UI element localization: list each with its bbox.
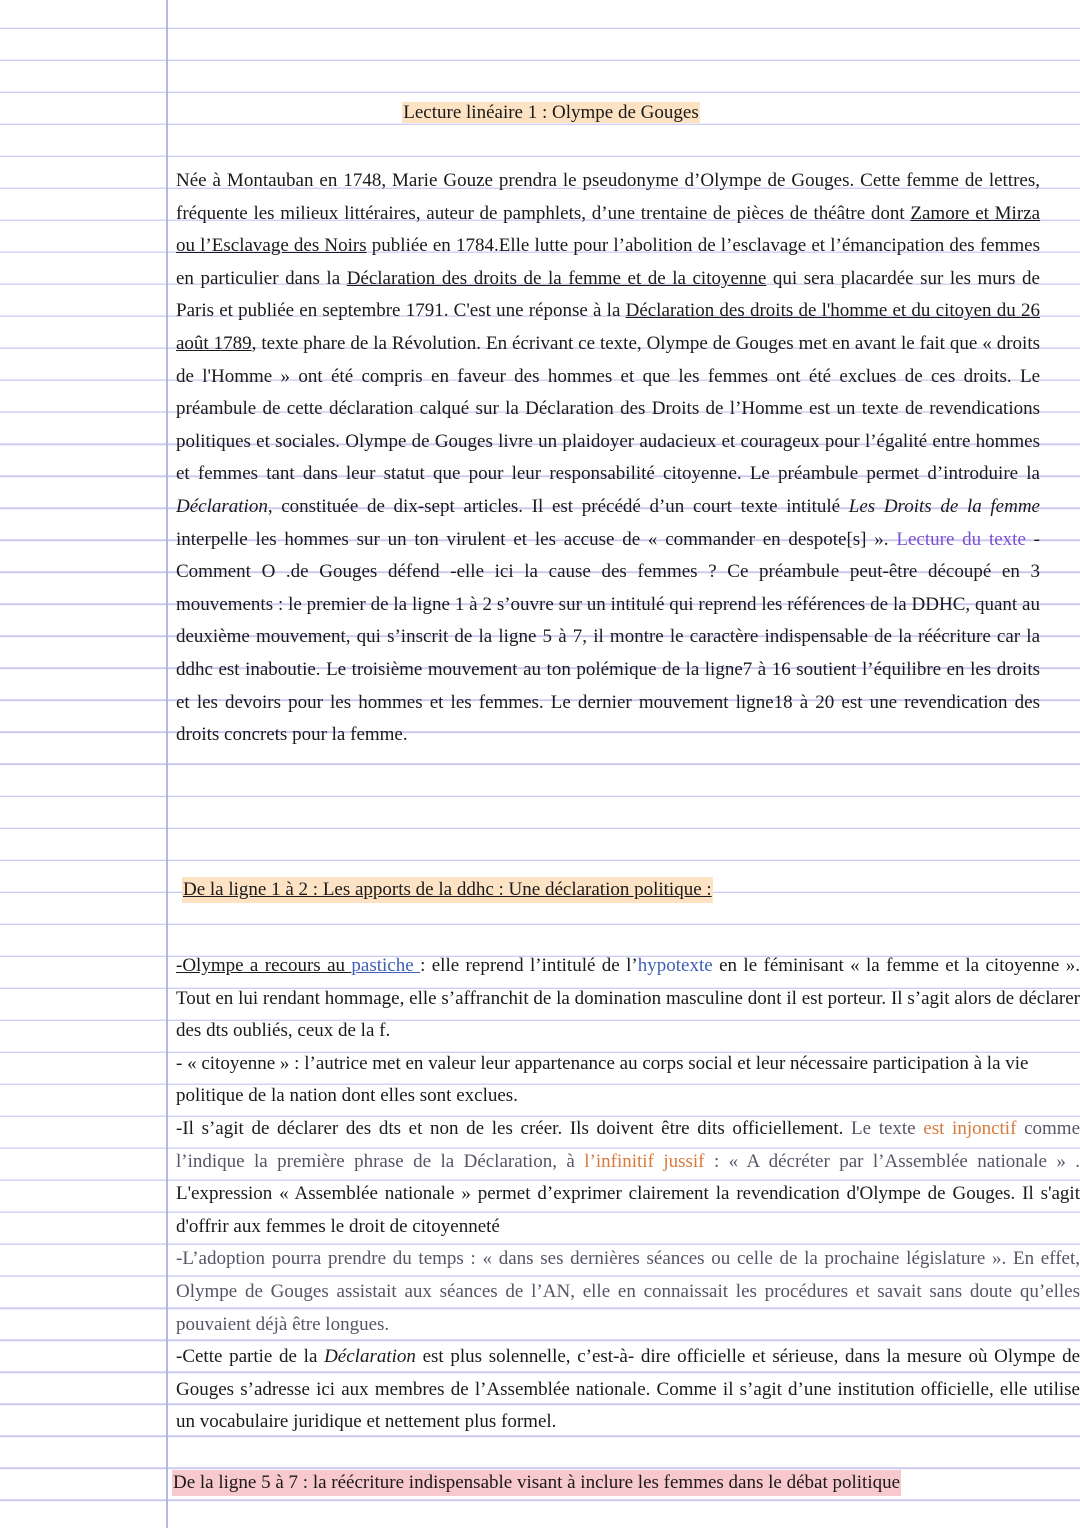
document-title: Lecture linéaire 1 : Olympe de Gouges [403, 102, 699, 123]
intro-text: - Comment O .de Gouges défend -elle ici la cause des femmes ? Ce préambule peut-être découpé en 3 mouvements : le premier de la ligne 1 à 2 s’ouvre sur un intitulé qui reprend les références de la DDHC, quant au deuxième mouvement, qui s’inscrit de la ligne 5 à 7, il montre le caractère indispensable de la réécriture car la ddhc est inaboutie. Le troisième mouvement au ton polémique de la ligne7 à 16 soutient l’équilibre en les droits et les devoirs pour les hommes et les femmes. Le dernier mouvement ligne18 à 20 est une revendication des droits concrets pour la femme. [176, 528, 1041, 746]
intro-text: interpelle les hommes sur un ton virulent et les accuse de « commander en despote[s] ». [176, 528, 897, 550]
notebook-margin-line [166, 0, 168, 1528]
term-pastiche: pastiche [351, 955, 421, 976]
section-text: L'expression « Assemblée nationale » permet d’exprimer clairement la revendication d'Olympe de Gouges. Il s'agit d'offrir aux femmes le droit de citoyenneté [176, 1183, 1080, 1237]
section-text-grey: Le texte [851, 1117, 924, 1139]
section-paragraph: - « citoyenne » : l’autrice met en valeur leur appartenance au corps social et leur nécessaire participation à la vie politique de la nation dont elles sont exclues. [176, 1052, 1029, 1107]
term-hypotexte: hypotexte [637, 955, 713, 976]
section-text: -Il s’agit de déclarer des dts et non de les créer. Ils doivent être dits officiellement. [176, 1117, 851, 1139]
section-paragraph [176, 1113, 1080, 1243]
section-heading-1: De la ligne 1 à 2 : Les apports de la ddhc : Une déclaration politique : [182, 877, 713, 903]
title-wrapper [176, 100, 926, 126]
intro-text: publiée en 1784.Elle lutte pour l’abolition de l’esclavage et l’émancipation des femmes en particulier dans la [176, 235, 1040, 289]
work-title-ddhc: Déclaration des droits de l'homme et du citoyen du 26 août 1789 [176, 300, 1040, 354]
italic-declaration: Déclaration [324, 1346, 416, 1368]
section-paragraph [176, 950, 1080, 1048]
term-injonctif: est injonctif [923, 1117, 1017, 1139]
intro-text: , texte phare de la Révolution. En écrivant ce texte, Olympe de Gouges met en avant le fait que « droits de l'Homme » ont été compris en faveur des hommes et que les femmes ont été exclues de ces droits. Le préambule de cette déclaration calqué sur la Déclaration des Droits de l’Homme est un texte de revendications politiques et sociales. Olympe de Gouges livre un plaidoyer audacieux et courageux pour l’égalité entre hommes et femmes tant dans leur statut que pour leur responsabilité citoyenne. Le préambule permet d’introduire la [176, 332, 1040, 485]
lecture-du-texte-link[interactable]: Lecture du texte [896, 528, 1026, 550]
term-infinitif-jussif: l’infinitif jussif [584, 1150, 705, 1172]
italic-declaration: Déclaration [176, 495, 268, 517]
section-paragraph: -L’adoption pourra prendre du temps : « dans ses dernières séances ou celle de la prochaine législature ». En effet, Olympe de Gouges assistait aux séances de l’AN, elle en connaissait les procédures et savait sans doute qu’elles pouvaient déjà être longues. [176, 1248, 1080, 1335]
section-text: est plus solennelle, c’est-à- dire officielle et sérieuse, dans la mesure où Olympe de Gouges s’adresse ici aux membres de l’Assemblée nationale. Comme il s’agit d’une institution officielle, elle utilise un vocabulaire juridique et nettement plus formel. [176, 1346, 1080, 1433]
section-paragraph [176, 1341, 1080, 1439]
work-title-zamore: Zamore et Mirza ou l’Esclavage des Noirs [176, 202, 1041, 257]
section-text: en le féminisant « la femme et la citoyenne ». Tout en lui rendant hommage, elle s’affranchit de la domination masculine dont il est porteur. Il s’agit alors de déclarer des dts oubliés, ceux de la f. [176, 955, 1080, 1042]
section-1-body [176, 950, 1080, 1439]
section-heading-2: De la ligne 5 à 7 : la réécriture indispensable visant à inclure les femmes dans le débat politique [172, 1470, 901, 1496]
intro-text: qui sera placardée sur les murs de Paris et publiée en septembre 1791. C'est une réponse à la [176, 267, 1040, 322]
section-text: : elle reprend l’intitulé de l’ [420, 955, 638, 976]
work-title-declaration-femme: Déclaration des droits de la femme et de la citoyenne [346, 267, 767, 289]
section-text-grey: comme l’indique la première phrase de la Déclaration, à [176, 1117, 1080, 1172]
section-text-grey: : « A décréter par l’Assemblée nationale » . [704, 1150, 1080, 1172]
section-text: -Cette partie de la [176, 1346, 325, 1368]
pastiche-intro: -Olympe a recours au [176, 955, 352, 976]
intro-text: , constituée de dix-sept articles. Il est précédé d’un court texte intitulé [267, 495, 849, 517]
intro-text: Née à Montauban en 1748, Marie Gouze prendra le pseudonyme d’Olympe de Gouges. Cette femme de lettres, fréquente les milieux littéraires, auteur de pamphlets, d’une trentaine de pièces de théâtre dont [176, 170, 1040, 224]
italic-droits-femme: Les Droits de la femme [848, 495, 1040, 517]
intro-paragraph [176, 165, 1040, 752]
